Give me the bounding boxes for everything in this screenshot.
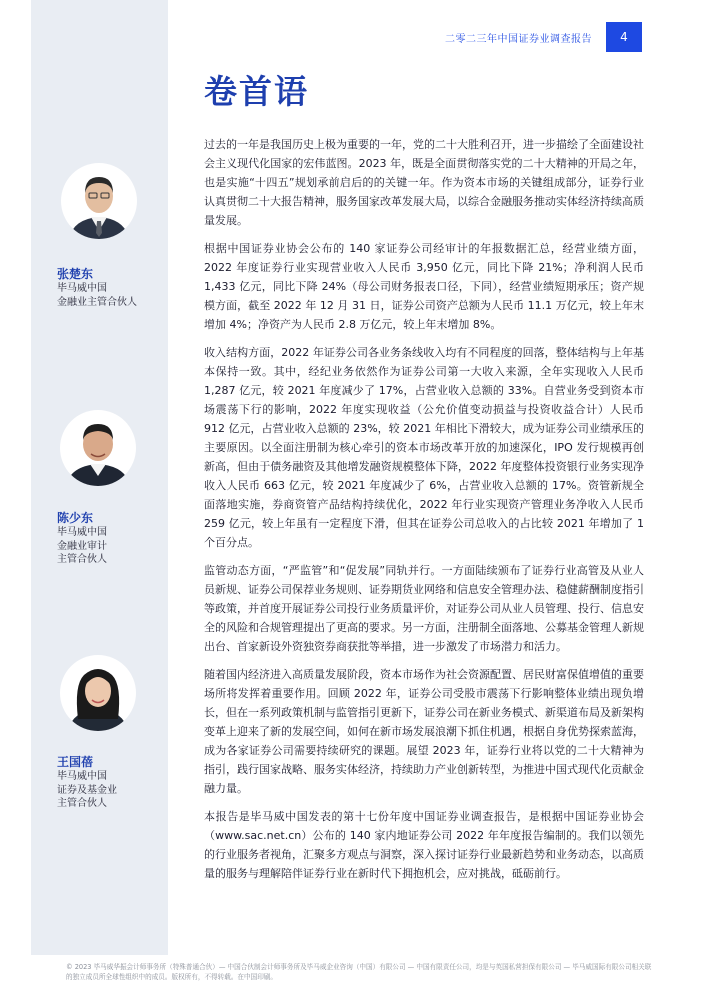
person-portrait-icon: [60, 410, 136, 486]
person-portrait-icon: [61, 163, 137, 239]
person-title-line: 毕马威中国: [57, 771, 107, 782]
person-name-1: 张楚东: [57, 267, 94, 281]
person-title-1: [57, 282, 137, 309]
paragraph-intro: 过去的一年是我国历史上极为重要的一年，党的二十大胜利召开，进一步描绘了全面建设社会主义现代化国家的宏伟蓝图。2023 年，既是全面贯彻落实党的二十大精神的开局之年，也是实施“十四五”规划承前启后的的关键一年。作为资本市场的关键组成部分，证券行业认真贯彻二十大报告精神，服务国家改革发展大局，以综合金融服务推动实体经济持续高质量发展。: [204, 138, 644, 227]
person-title-line: 主管合伙人: [57, 554, 107, 565]
paragraph-report-intro: 本报告是毕马威中国发表的第十七份年度中国证券业调查报告，是根据中国证券业协会（www.sac.net.cn）公布的 140 家内地证券公司 2022 年年度报告编制的。我们以领先的行业服务者视角，汇聚多方观点与洞察，深入探讨证券行业最新趋势和业务动态，以高质量的服务与理解陪伴证券行业在新时代下拥抱机会，应对挑战，砥砺前行。: [204, 810, 644, 880]
person-portrait-icon: [60, 655, 136, 731]
person-title-line: 金融业审计: [57, 540, 107, 552]
portrait-avatar-3: [60, 655, 136, 731]
person-title-line: 毕马威中国: [57, 283, 107, 294]
paragraph-revenue-structure: 收入结构方面，2022 年证券公司各业务条线收入均有不同程度的回落，整体结构与上年基本保持一致。其中，经纪业务依然作为证券公司第一大收入来源，全年实现收入人民币 1,287 亿元，较 2021 年度减少了 17%，占营业收入总额的 33%。自营业务受到资本市场震荡下行的影响，2022 年度实现收益（公允价值变动损益与投资收益合计）人民币 912 亿元，占营业收入总额的 23%，较 2021 年相比下滑较大，成为证券公司业绩承压的主要原因。以全面注册制为核心牵引的资本市场改革开放的加速深化，IPO 发行规模再创新高，但由于债务融资及其他增发融资规模整体下降，2022 年度整体投资银行业务实现净收入人民币 663 亿元，较 2021 年度减少了 6%，占营业收入总额的 17%。资管新规全面落地实施，券商资管产品结构持续优化，2022 年行业实现资产管理业务净收入人民币 259 亿元，较上年虽有一定程度下滑，但其在证券公司总收入的占比较 2021 年增加了 1 个百分点。: [204, 346, 644, 549]
paragraph-performance: 根据中国证券业协会公布的 140 家证券公司经审计的年报数据汇总，经营业绩方面，2022 年度证券行业实现营业收入人民币 3,950 亿元，同比下降 21%；净利润人民币 1,433 亿元，同比下降 24%（母公司财务报表口径，下同），经营业绩短期承压；资产规模方面，截至 2022 年 12 月 31 日，证券公司资产总额为人民币 11.1 万亿元，较上年末增加 4%；净资产为人民币 2.8 万亿元，较上年末增加 8%。: [204, 242, 644, 331]
person-name-2: 陈少东: [57, 511, 94, 525]
portrait-avatar-1: [61, 163, 137, 239]
page-number-badge: [606, 22, 642, 52]
footer-copyright: © 2023 毕马威华振会计师事务所（特殊普通合伙）— 中国合伙制会计师事务所及毕马威企业咨询（中国）有限公司 — 中国有限责任公司，均是与英国私营担保有限公司 — 毕马威国际有限公司相关联的独立成员所全球性组织中的成员。版权所有，不得转载。在中国印刷。: [66, 963, 652, 981]
person-title-line: 金融业主管合伙人: [57, 296, 137, 308]
person-title-line: 证券及基金业: [57, 784, 117, 796]
article-body: [204, 135, 644, 892]
report-header-title: 二零二三年中国证券业调查报告: [445, 34, 592, 45]
paragraph-outlook: 随着国内经济进入高质量发展阶段，资本市场作为社会资源配置、居民财富保值增值的重要场所将发挥着重要作用。回顾 2022 年，证券公司受股市震荡下行影响整体业绩出现负增长，但在一系列政策机制与监管指引更新下，证券公司在新业务模式、新渠道布局及新架构变革上迎来了新的发展空间，如何在新市场发展浪潮下抓住机遇，根据自身优势探索蓝海，成为各家证券公司需要持续研究的课题。展望 2023 年，证券行业将以党的二十大精神为指引，践行国家战略、服务实体经济，持续助力产业创新转型，为推进中国式现代化贡献金融力量。: [204, 668, 644, 795]
person-title-line: 主管合伙人: [57, 798, 107, 809]
person-title-3: [57, 770, 117, 811]
paragraph-regulation: 监管动态方面，“严监管”和“促发展”同轨并行。一方面陆续颁布了证券行业高管及从业人员新规、证券公司保荐业务规则、证券期货业网络和信息安全管理办法、稳健薪酬制度指引等政策，并首度开展证券公司投行业务质量评价，对证券公司从业人员管理、投行、信息安全的风险和合规管理提出了更高的要求。另一方面，注册制全面落地、公募基金管理人新规出台、首家新设外资独资券商获批等举措，进一步激发了市场潜力和活力。: [204, 564, 644, 653]
page-number: 4: [620, 30, 628, 44]
person-title-line: 毕马威中国: [57, 527, 107, 538]
page-title: 卷首语: [204, 72, 309, 111]
person-name-3: 王国蓓: [57, 755, 94, 769]
person-title-2: [57, 526, 107, 567]
portrait-avatar-2: [60, 410, 136, 486]
